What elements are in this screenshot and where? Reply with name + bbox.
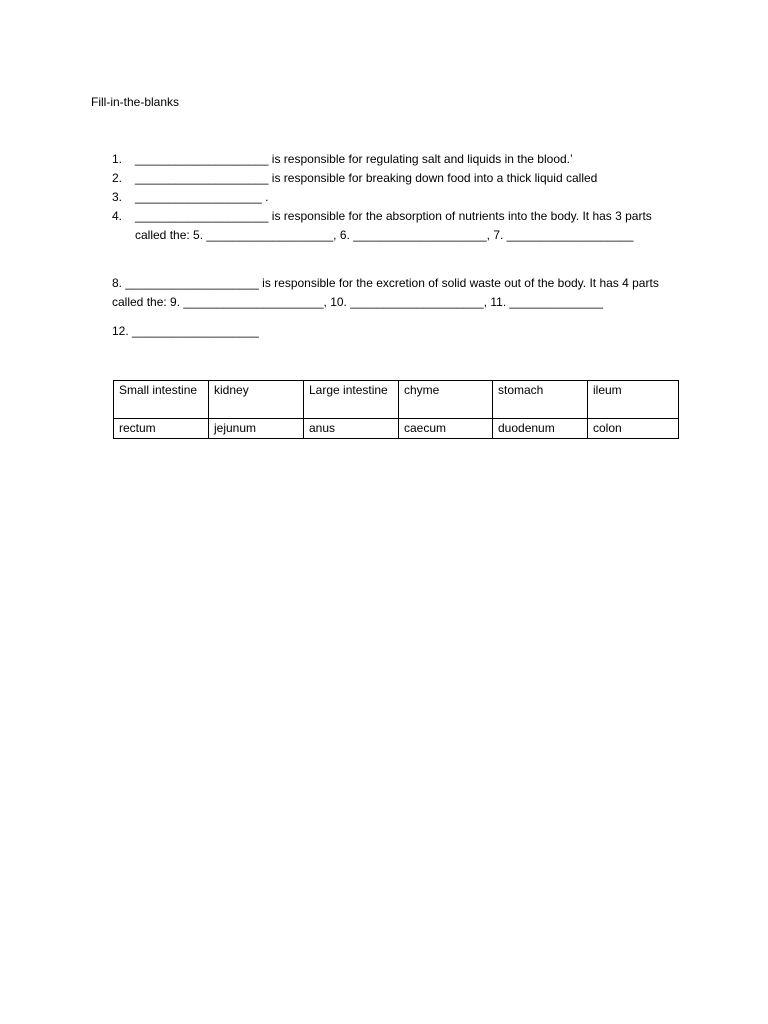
word-bank-table <box>113 380 679 439</box>
table-cell: kidney <box>209 381 304 419</box>
question-text: ____________________ is responsible for regulating salt and liquids in the blood.’ <box>135 152 573 166</box>
question-12: 12. ___________________ <box>112 324 259 338</box>
question-text: ____________________ is responsible for breaking down food into a thick liquid called <box>135 171 598 185</box>
question-number: 2. <box>112 171 123 185</box>
question-number: 1. <box>112 152 123 166</box>
question-list <box>112 150 682 245</box>
question-3 <box>112 188 682 207</box>
question-text: ___________________ . <box>135 190 269 204</box>
question-2 <box>112 169 682 188</box>
question-1 <box>112 150 682 169</box>
table-cell: chyme <box>399 381 493 419</box>
table-cell: Large intestine <box>304 381 399 419</box>
table-cell: rectum <box>114 419 209 439</box>
table-cell: caecum <box>399 419 493 439</box>
table-cell: anus <box>304 419 399 439</box>
table-cell: jejunum <box>209 419 304 439</box>
question-number: 4. <box>112 209 123 223</box>
question-number: 3. <box>112 190 123 204</box>
table-cell: colon <box>588 419 679 439</box>
table-row <box>114 419 679 439</box>
page-title: Fill-in-the-blanks <box>91 95 180 109</box>
table-cell: stomach <box>493 381 588 419</box>
table-cell: duodenum <box>493 419 588 439</box>
question-8: 8. ____________________ is responsible for the excretion of solid waste out of the body. It has 4 parts called the: 9. _____________________, 10. ____________________, 11. ______________ <box>112 276 659 309</box>
table-cell: Small intestine <box>114 381 209 419</box>
table-row <box>114 381 679 419</box>
question-4 <box>112 207 682 245</box>
question-text: ____________________ is responsible for the absorption of nutrients into the body. It has 3 parts called the: 5. ___________________, 6. ____________________, 7. ___________________ <box>135 209 652 242</box>
table-cell: ileum <box>588 381 679 419</box>
